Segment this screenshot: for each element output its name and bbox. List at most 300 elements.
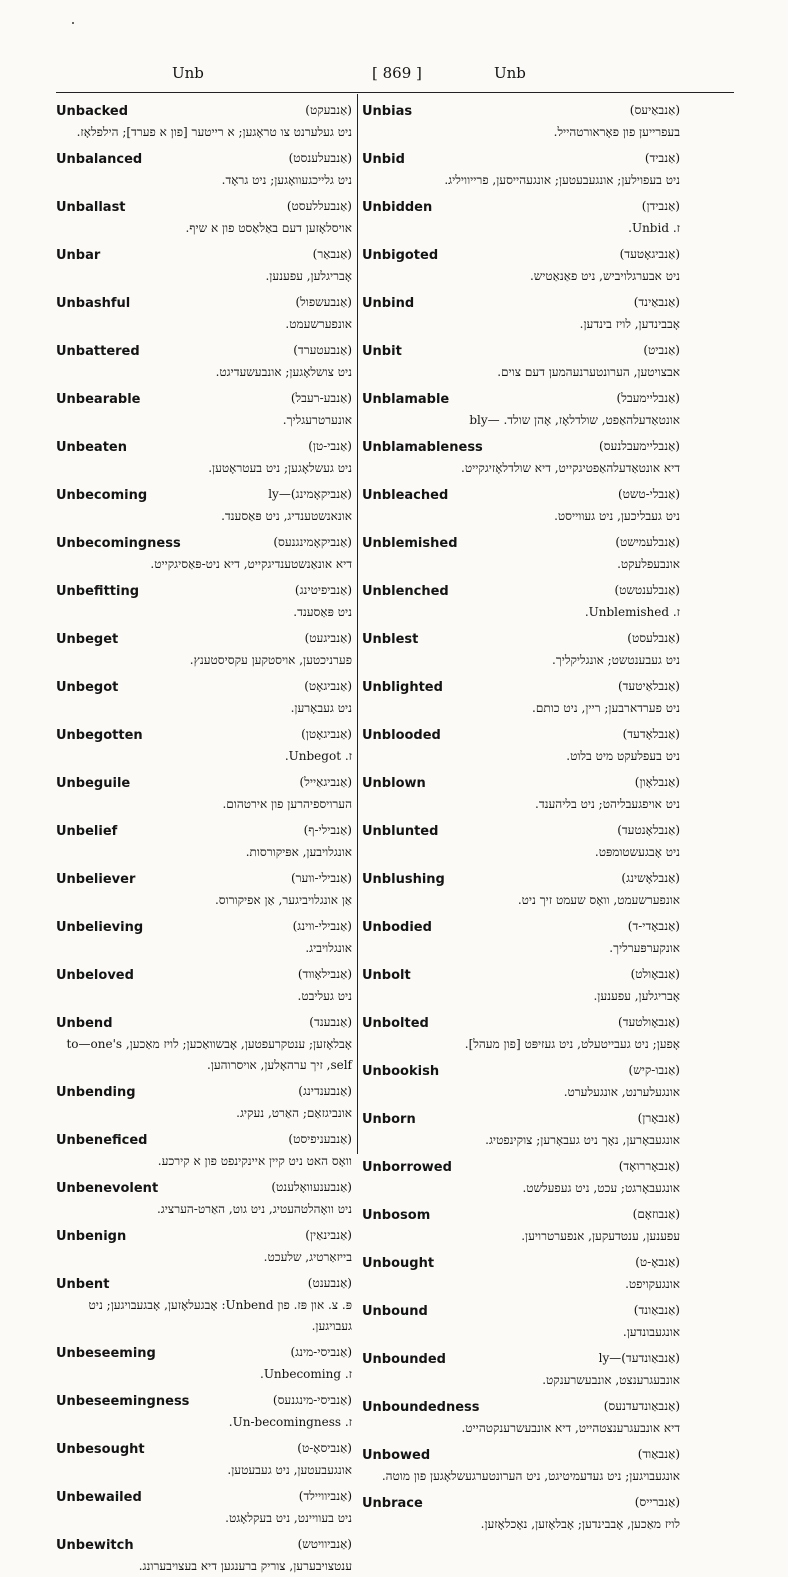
entry-headword: Unbenevolent	[56, 1181, 159, 1196]
entry-head-row	[362, 1060, 680, 1082]
entry-headword: Unbecomingness	[56, 536, 181, 551]
entry-pronunciation: (אַנביגאָטעד)	[619, 247, 680, 261]
entry-head-row	[362, 1108, 680, 1130]
dictionary-entry	[56, 724, 352, 767]
dictionary-entry	[362, 580, 680, 623]
entry-head-row	[56, 868, 352, 890]
entry-definition: אָבריגלען, עפענען.	[593, 989, 680, 1003]
entry-definition: אבצויטען, הערונטערנעהמען דעם צוים.	[497, 365, 680, 379]
entry-pronunciation: (אַנבאַינד)	[633, 295, 680, 309]
entry-pronunciation: (אַנביד)	[644, 151, 680, 165]
dictionary-entry	[362, 1060, 680, 1103]
dictionary-entry	[56, 820, 352, 863]
entry-head-row	[362, 148, 680, 170]
entry-definition: ניט פּאַסענד.	[293, 605, 352, 619]
entry-definition: ניט בעוויינט, ניט בעקלאָגט.	[225, 1511, 352, 1525]
entry-pronunciation: (אַנבלאַיטעד)	[617, 679, 680, 693]
dictionary-entry	[362, 1348, 680, 1391]
entry-head-row	[56, 1081, 352, 1103]
entry-headword: Unblighted	[362, 680, 443, 695]
entry-head-row	[56, 1225, 352, 1247]
dictionary-entry	[362, 436, 680, 479]
entry-headword: Unbought	[362, 1256, 435, 1271]
dictionary-entry	[56, 1225, 352, 1268]
entry-headword: Unbearable	[56, 392, 141, 407]
entry-pronunciation: (אַנבעללעסט)	[286, 199, 352, 213]
entry-head-row	[362, 1300, 680, 1322]
entry-pronunciation: (אַנבילי-ף)	[303, 823, 352, 837]
entry-headword: Unbending	[56, 1085, 136, 1100]
entry-definition: ז. Unbecoming.	[259, 1367, 352, 1381]
dictionary-entry	[362, 1300, 680, 1343]
dictionary-entry	[362, 292, 680, 335]
entry-pronunciation: (אַנבאָ-ט)	[635, 1255, 680, 1269]
entry-head-row	[362, 772, 680, 794]
entry-pronunciation: (אַנבעלענסט)	[288, 151, 352, 165]
entry-definition: ניט וואָהלטהעטיג, ניט גוט, האַרט-הערציג.	[156, 1202, 352, 1216]
entry-headword: Unbidden	[362, 200, 433, 215]
entry-definition: אונבעפלעקט.	[617, 557, 680, 571]
entry-head-row	[56, 388, 352, 410]
entry-head-row	[56, 1390, 352, 1412]
entry-pronunciation: (אַנבי-טן)	[308, 439, 352, 453]
entry-headword: Unbeliever	[56, 872, 136, 887]
entry-head-row	[362, 532, 680, 554]
dictionary-entry	[56, 196, 352, 239]
entry-pronunciation: (אַנבאַונד)	[633, 1303, 680, 1317]
entry-definition: אונגעבונדען.	[622, 1325, 680, 1339]
entry-pronunciation: (אַנביוויילד)	[298, 1489, 352, 1503]
entry-definition: פערניכטען, אויסטקען עקסיסטענץ.	[189, 653, 352, 667]
entry-headword: Unblest	[362, 632, 419, 647]
entry-pronunciation: (אַנבליימעבל)	[616, 391, 680, 405]
dictionary-entry	[362, 1108, 680, 1151]
entry-pronunciation: (אַנביגאָטן)	[301, 727, 352, 741]
entry-head-row	[362, 244, 680, 266]
entry-definition: ניט פערדארבען; ריין, ניט כותם.	[532, 701, 680, 715]
dictionary-entry	[56, 1534, 352, 1577]
entry-head-row	[56, 628, 352, 650]
entry-pronunciation: (אַנבלענטשט)	[614, 583, 680, 597]
entry-headword: Unbeguile	[56, 776, 131, 791]
entry-pronunciation: (אַנבאָולט)	[630, 967, 680, 981]
entry-headword: Unbalanced	[56, 152, 143, 167]
entry-headword: Unbookish	[362, 1064, 440, 1079]
entry-pronunciation: (אַנביקאָמינג)—ly	[268, 487, 352, 501]
dictionary-entry	[362, 772, 680, 815]
entry-head-row	[56, 196, 352, 218]
entry-head-row	[362, 676, 680, 698]
entry-definition: ניט געשלאָגען; ניט בעטראָטען.	[208, 461, 352, 475]
entry-definition: וואָס האט ניט קיין איינקינפט פון א קירכע.	[157, 1154, 352, 1168]
entry-headword: Unbeneficed	[56, 1133, 148, 1148]
dictionary-entry	[362, 532, 680, 575]
entry-pronunciation: (אַנבינאַין)	[305, 1228, 352, 1242]
entry-headword: Unbind	[362, 296, 415, 311]
dictionary-entry	[56, 436, 352, 479]
entry-headword: Unbesought	[56, 1442, 145, 1457]
entry-head-row	[56, 676, 352, 698]
entry-head-row	[56, 1342, 352, 1364]
entry-headword: Unbefitting	[56, 584, 140, 599]
entry-headword: Unbegot	[56, 680, 119, 695]
dictionary-entry	[56, 484, 352, 527]
entry-pronunciation: (אַנבלאָשינג)	[621, 871, 680, 885]
entry-headword: Unblamableness	[362, 440, 483, 455]
entry-headword: Unbolted	[362, 1016, 429, 1031]
entry-pronunciation: (אַנבילי-ווינג)	[292, 919, 352, 933]
entry-headword: Unbolt	[362, 968, 411, 983]
entry-definition: אונאנשטענדיג, ניט פּאַסענד.	[221, 509, 352, 523]
entry-definition: אונגעבעטען, ניט געבעטען.	[227, 1463, 352, 1477]
left-column	[56, 100, 352, 1573]
entry-definition: אונביגזאַם; האַרט, נעקיג.	[236, 1106, 352, 1120]
entry-definition: אונגלויבען, אפּיקורסות.	[245, 845, 352, 859]
dictionary-entry	[362, 628, 680, 671]
header-rule	[56, 92, 734, 93]
entry-headword: Unblemished	[362, 536, 458, 551]
entry-headword: Unbeseeming	[56, 1346, 156, 1361]
entry-pronunciation: (אַנביוויטש)	[297, 1537, 352, 1551]
dictionary-entry	[56, 532, 352, 575]
entry-head-row	[362, 1156, 680, 1178]
entry-pronunciation: (אַנבאַר)	[312, 247, 352, 261]
entry-head-row	[362, 820, 680, 842]
entry-pronunciation: (אַנבו-קיש)	[628, 1063, 680, 1077]
entry-pronunciation: (אַנביקאָמינגנעס)	[273, 535, 352, 549]
dictionary-entry	[362, 100, 680, 143]
entry-definition: אונגעלערנט, אונגעלערט.	[563, 1085, 680, 1099]
entry-head-row	[56, 1438, 352, 1460]
entry-definition: אונגעקויפט.	[625, 1277, 680, 1291]
dictionary-entry	[362, 388, 680, 431]
entry-pronunciation: (אַנבעשפול)	[295, 295, 352, 309]
entry-headword: Unbar	[56, 248, 101, 263]
entry-head-row	[56, 964, 352, 986]
entry-headword: Unbent	[56, 1277, 110, 1292]
entry-head-row	[362, 724, 680, 746]
entry-definition: אונערטרעגליך.	[282, 413, 352, 427]
entry-definition: ניט צושלאָגען; אונבעשעדיגט.	[215, 365, 352, 379]
dictionary-entry	[56, 868, 352, 911]
entry-pronunciation: (אַנבאַונדעדנעס)	[603, 1399, 680, 1413]
dictionary-entry	[362, 1396, 680, 1439]
entry-pronunciation: (אַנבילאָווד)	[297, 967, 352, 981]
page-number: [ 869 ]	[372, 64, 422, 82]
entry-definition: הערויספיהרען פון אירטהום.	[222, 797, 352, 811]
entry-definition: פּ. צ. און פּז. פון Unbend: אָבגעלאָזען, אָבגעבויגען; ניט געבויגען.	[88, 1298, 352, 1333]
dictionary-entry	[362, 148, 680, 191]
dictionary-entry	[56, 964, 352, 1007]
dictionary-entry	[362, 1204, 680, 1247]
dictionary-entry	[56, 580, 352, 623]
entry-definition: אונגעבאָרען, נאָך ניט געבאָרען; צוקינפטיג.	[485, 1133, 680, 1147]
dictionary-entry	[56, 1177, 352, 1220]
entry-definition: דיא אונאַנשטענדיגקייט, דיא ניט-פּאַסיגקייט.	[150, 557, 352, 571]
dictionary-entry	[56, 1342, 352, 1385]
entry-head-row	[362, 1252, 680, 1274]
entry-pronunciation: (אַנבאָררואָד)	[618, 1159, 680, 1173]
entry-definition: ניט בעפלעקט מיט בלוט.	[566, 749, 680, 763]
dictionary-entry	[56, 1486, 352, 1529]
entry-headword: Unblooded	[362, 728, 441, 743]
entry-head-row	[362, 1348, 680, 1370]
entry-definition: עפענען, ענטדעקען, אנפערטרויען.	[521, 1229, 680, 1243]
entry-pronunciation: (אַנבאָדי-ד)	[627, 919, 680, 933]
right-column	[362, 100, 680, 1531]
entry-head-row	[56, 820, 352, 842]
dictionary-entry	[56, 772, 352, 815]
entry-pronunciation: (אַנבענד)	[309, 1015, 352, 1029]
entry-pronunciation: (אַנבלי-טשט)	[617, 487, 680, 501]
dictionary-entry	[362, 196, 680, 239]
entry-headword: Unbodied	[362, 920, 432, 935]
entry-head-row	[362, 580, 680, 602]
column-divider	[357, 94, 358, 1154]
entry-headword: Unboundedness	[362, 1400, 480, 1415]
entry-pronunciation: (אַנבילי-ווער)	[290, 871, 352, 885]
entry-pronunciation: (אַנבעקט)	[305, 103, 352, 117]
entry-headword: Unbias	[362, 104, 413, 119]
entry-headword: Unblenched	[362, 584, 449, 599]
entry-pronunciation: (אַנברייס)	[634, 1495, 680, 1509]
entry-head-row	[56, 484, 352, 506]
entry-pronunciation: (אַנבלאָנטעד)	[617, 823, 680, 837]
entry-definition: ז. Un-becomingness.	[228, 1415, 352, 1429]
dictionary-entry	[56, 340, 352, 383]
entry-headword: Unbrace	[362, 1496, 423, 1511]
dictionary-entry	[362, 340, 680, 383]
entry-headword: Unballast	[56, 200, 126, 215]
entry-definition: אונקערפּערליך.	[609, 941, 680, 955]
entry-definition: ניט געבענטשט; אונגליקליך.	[552, 653, 680, 667]
entry-definition: ניט אָבגעשטומפּט.	[594, 845, 680, 859]
entry-headword: Unbigoted	[362, 248, 439, 263]
entry-definition: לויז מאַכען, אָבבינדען; אָבלאָזען, נאָכלאָזען.	[480, 1517, 680, 1531]
entry-headword: Unbounded	[362, 1352, 446, 1367]
dictionary-entry	[362, 964, 680, 1007]
entry-head-row	[362, 1396, 680, 1418]
dictionary-entry	[56, 1012, 352, 1076]
entry-definition: אָבלאָזען; ענטקרעפטען, אָבשוואַכען; לויז מאַכען, to—one's self, זיך ערהאָלען, אויסרוהען.	[66, 1037, 352, 1072]
dictionary-entry	[362, 484, 680, 527]
dictionary-entry	[362, 724, 680, 767]
entry-pronunciation: (אַנביסאָ-ט)	[297, 1441, 352, 1455]
entry-pronunciation: (אַנבעטערד)	[293, 343, 352, 357]
entry-pronunciation: (אַנבאָרן)	[637, 1111, 680, 1125]
dictionary-entry	[362, 1012, 680, 1055]
entry-head-row	[362, 964, 680, 986]
entry-definition: בייזאַרטיג, שלעכט.	[263, 1250, 352, 1264]
entry-definition: ניט געבליכען, ניט געווייסט.	[554, 509, 680, 523]
entry-headword: Unblown	[362, 776, 426, 791]
entry-head-row	[56, 148, 352, 170]
entry-pronunciation: (אַנבוזאָם)	[632, 1207, 680, 1221]
entry-pronunciation: (אַנבאַיעס)	[629, 103, 680, 117]
entry-definition: אונפערשעמט, וואָס שעמט זיך ניט.	[517, 893, 680, 907]
entry-head-row	[56, 1486, 352, 1508]
entry-definition: ניט געבאָרען.	[290, 701, 352, 715]
dictionary-entry	[56, 1129, 352, 1172]
dictionary-entry	[362, 916, 680, 959]
dictionary-entry	[56, 1273, 352, 1337]
entry-definition: אויסלאָזען דעם באַלאַסט פון א שיף.	[185, 221, 352, 235]
entry-definition: אונפערשעמט.	[285, 317, 352, 331]
entry-headword: Unbashful	[56, 296, 131, 311]
entry-pronunciation: (אַנבלעמישט)	[615, 535, 680, 549]
entry-definition: בעפרייען פון פאָראורטהייל.	[553, 125, 680, 139]
entry-pronunciation: (אַנביסי-מינגנעס)	[272, 1393, 352, 1407]
entry-head-row	[362, 1444, 680, 1466]
entry-headword: Unborrowed	[362, 1160, 452, 1175]
entry-headword: Unbelieving	[56, 920, 144, 935]
entry-headword: Unbewitch	[56, 1538, 134, 1553]
entry-head-row	[56, 244, 352, 266]
dictionary-entry	[56, 244, 352, 287]
entry-head-row	[362, 436, 680, 458]
dictionary-entry	[56, 148, 352, 191]
entry-pronunciation: (אַנבענעוואָלענט)	[271, 1180, 352, 1194]
dictionary-entry	[362, 1252, 680, 1295]
entry-headword: Unbend	[56, 1016, 113, 1031]
entry-definition: אָפען; ניט געבייטעלט, ניט געזיפּט [פון מעהל].	[464, 1037, 680, 1051]
entry-head-row	[362, 916, 680, 938]
page-header	[54, 62, 734, 88]
entry-head-row	[362, 100, 680, 122]
entry-head-row	[56, 580, 352, 602]
entry-head-row	[56, 1012, 352, 1034]
dictionary-entry	[56, 1390, 352, 1433]
entry-pronunciation: (אַנבאַוד)	[637, 1447, 680, 1461]
entry-definition: אונבעגרענצט, אונבעשרענקט.	[542, 1373, 680, 1387]
entry-pronunciation: (אַנבענדינג)	[298, 1084, 352, 1098]
entry-head-row	[56, 916, 352, 938]
entry-headword: Unblushing	[362, 872, 445, 887]
entry-pronunciation: (אַנבידן)	[641, 199, 680, 213]
entry-head-row	[362, 388, 680, 410]
entry-headword: Unbosom	[362, 1208, 431, 1223]
dictionary-entry	[56, 1081, 352, 1124]
dictionary-entry	[56, 676, 352, 719]
entry-headword: Unborn	[362, 1112, 416, 1127]
dictionary-entry	[362, 868, 680, 911]
entry-pronunciation: (אַנבלאָדעד)	[622, 727, 680, 741]
entry-head-row	[56, 1273, 352, 1295]
entry-headword: Unbewailed	[56, 1490, 142, 1505]
dictionary-entry	[362, 1156, 680, 1199]
entry-head-row	[362, 628, 680, 650]
dictionary-entry	[362, 820, 680, 863]
page-speck	[72, 22, 74, 24]
entry-headword: Unblamable	[362, 392, 450, 407]
dictionary-entry	[362, 1444, 680, 1487]
entry-definition: ז. Unbegot.	[284, 749, 352, 763]
entry-headword: Unbeget	[56, 632, 119, 647]
entry-pronunciation: (אַנביגאָט)	[304, 679, 352, 693]
entry-pronunciation: (אַנבלאָון)	[634, 775, 680, 789]
entry-definition: ניט געלערנט צו טראָגען; א רייטער [פון א פערד]; הילפלאָז.	[76, 125, 352, 139]
entry-pronunciation: (אַנביסי-מינג)	[290, 1345, 352, 1359]
entry-headword: Unbeseemingness	[56, 1394, 190, 1409]
entry-head-row	[56, 1177, 352, 1199]
entry-headword: Unblunted	[362, 824, 439, 839]
entry-pronunciation: (אַנביט)	[643, 343, 680, 357]
entry-headword: Unbattered	[56, 344, 140, 359]
dictionary-entry	[56, 628, 352, 671]
entry-headword: Unbecoming	[56, 488, 148, 503]
entry-pronunciation: (אַנביפיטינג)	[294, 583, 352, 597]
entry-head-row	[362, 868, 680, 890]
entry-definition: אונגעבאָרגט; עכט, ניט געפעלשט.	[522, 1181, 680, 1195]
entry-head-row	[56, 292, 352, 314]
header-right-guideword: Unb	[494, 64, 526, 82]
entry-headword: Unbenign	[56, 1229, 127, 1244]
dictionary-entry	[56, 100, 352, 143]
entry-head-row	[362, 1012, 680, 1034]
entry-head-row	[362, 1492, 680, 1514]
entry-definition: ז. Unbid.	[628, 221, 680, 235]
entry-headword: Unbelief	[56, 824, 118, 839]
entry-head-row	[362, 196, 680, 218]
entry-definition: אונטאַדעלהאַפט, שולדלאָז, אָהן שולד. —bly	[469, 413, 680, 427]
entry-head-row	[56, 532, 352, 554]
entry-pronunciation: (אַנבעניפיסט)	[288, 1132, 352, 1146]
entry-pronunciation: (אַנביגאַייל)	[299, 775, 352, 789]
entry-pronunciation: (אַנבע-רעבל)	[290, 391, 352, 405]
dictionary-entry	[362, 676, 680, 719]
entry-head-row	[56, 1129, 352, 1151]
entry-definition: אונגלויביג.	[305, 941, 352, 955]
entry-headword: Unbeaten	[56, 440, 127, 455]
entry-definition: ענטצויבערען, צוריק ברענגען דיא בעצויבערונג.	[138, 1559, 352, 1573]
dictionary-entry	[362, 244, 680, 287]
dictionary-entry	[56, 388, 352, 431]
entry-headword: Unbegotten	[56, 728, 143, 743]
entry-definition: דיא אונבעגרענצטהייט, דיא אונבעשרענקטהייט.	[461, 1421, 680, 1435]
entry-definition: ניט בעפוילען; אונגעבעטען; אונגעהייסען, פרייוויליג.	[444, 173, 680, 187]
entry-definition: אָבבינדען, לויז בינדען.	[579, 317, 680, 331]
entry-head-row	[362, 340, 680, 362]
entry-head-row	[56, 724, 352, 746]
dictionary-entry	[56, 1438, 352, 1481]
dictionary-entry	[56, 916, 352, 959]
entry-headword: Unbid	[362, 152, 405, 167]
entry-pronunciation: (אַנבאַונדעד)—ly	[598, 1351, 680, 1365]
entry-definition: אָבריגלען, עפענען.	[265, 269, 352, 283]
entry-definition: ניט גלייכגעוואָגען; ניט גראָד.	[221, 173, 352, 187]
entry-head-row	[362, 1204, 680, 1226]
entry-definition: אונגעבויגען; ניט געדעמיטיגט, ניט הערונטערגעשלאָגען פון מוטה.	[381, 1469, 680, 1483]
entry-head-row	[56, 100, 352, 122]
entry-pronunciation: (אַנביגעט)	[304, 631, 352, 645]
entry-definition: ניט געליבט.	[297, 989, 352, 1003]
entry-definition: ז. Unblemished.	[584, 605, 680, 619]
entry-head-row	[56, 340, 352, 362]
entry-head-row	[56, 1534, 352, 1556]
entry-pronunciation: (אַנבלעסט)	[627, 631, 680, 645]
entry-pronunciation: (אַנבענט)	[307, 1276, 352, 1290]
entry-headword: Unbacked	[56, 104, 129, 119]
entry-definition: דיא אונטאַדעלהאַפטיגקייט, דיא שולדלאָזיגקייט.	[461, 461, 680, 475]
entry-head-row	[56, 772, 352, 794]
entry-headword: Unbound	[362, 1304, 428, 1319]
entry-headword: Unbit	[362, 344, 402, 359]
dictionary-entry	[362, 1492, 680, 1535]
entry-head-row	[362, 292, 680, 314]
entry-definition: ניט אויפגעבליהט; ניט בליהענד.	[535, 797, 680, 811]
entry-headword: Unbleached	[362, 488, 449, 503]
entry-headword: Unbowed	[362, 1448, 431, 1463]
